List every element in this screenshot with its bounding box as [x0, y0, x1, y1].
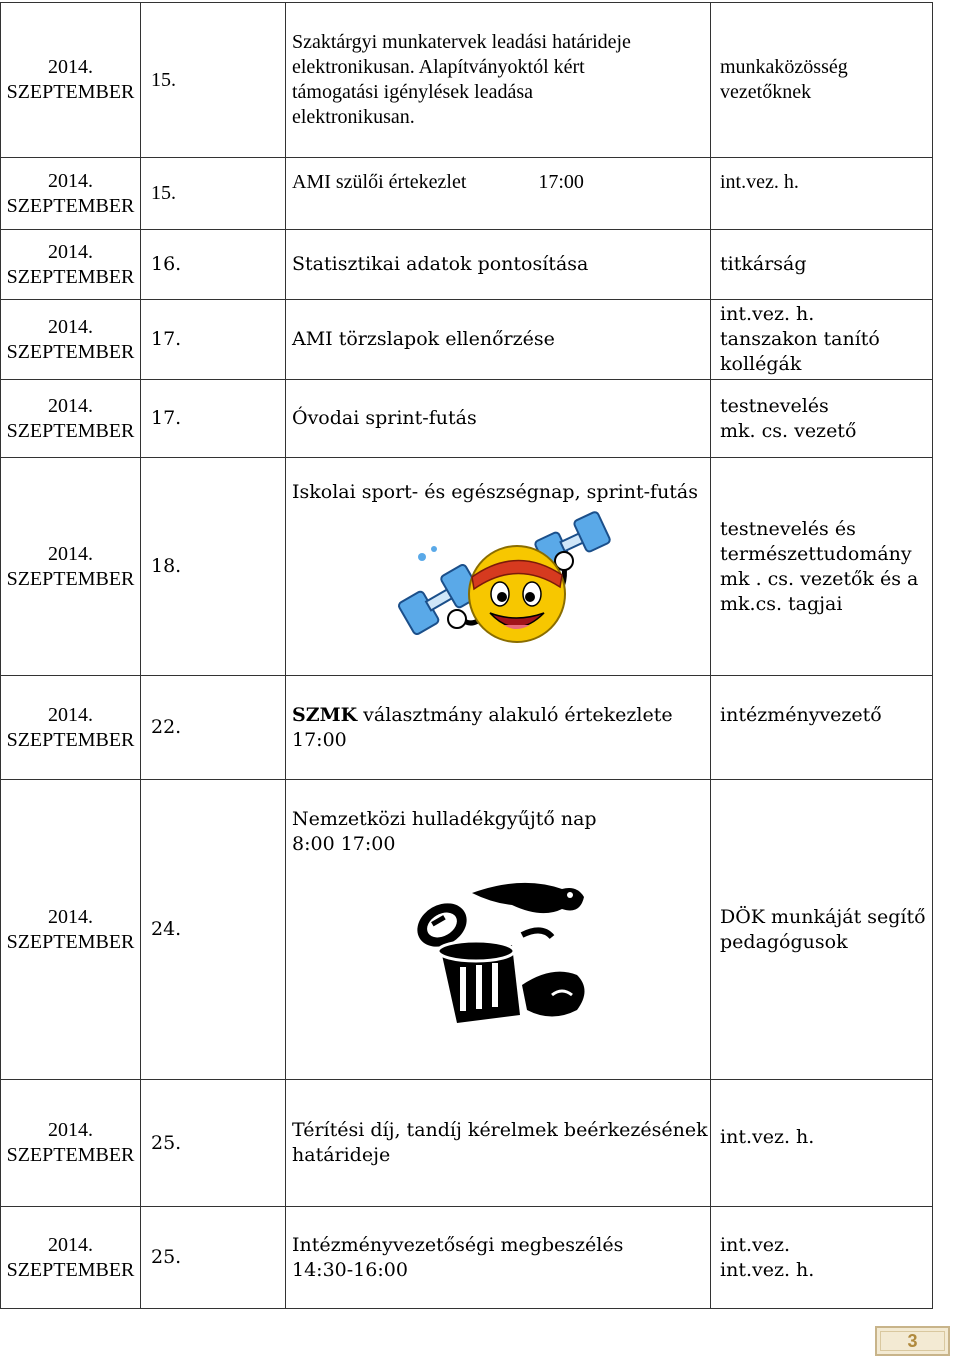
date-month: SZEPTEMBER: [6, 567, 135, 590]
day-cell: 15.: [141, 3, 286, 158]
date-cell: [1, 158, 141, 230]
badge-frame: [880, 1331, 945, 1351]
date-month: SZEPTEMBER: [6, 419, 135, 442]
responsible-line: vezetőknek: [720, 81, 812, 103]
responsible-line: DÖK munkáját segítő: [720, 905, 926, 928]
date-year: 2014.: [48, 394, 93, 417]
responsible-cell: [711, 300, 933, 380]
event-cell: [286, 1080, 711, 1207]
table-row: [1, 458, 933, 676]
date-month: SZEPTEMBER: [6, 265, 135, 288]
date-year: 2014.: [48, 240, 93, 263]
table-row: [1, 230, 933, 300]
event-time: 14:30-16:00: [292, 1258, 408, 1281]
responsible-line: mk.cs. tagjai: [720, 592, 843, 615]
responsible-cell: [711, 676, 933, 780]
responsible-cell: [711, 1080, 933, 1207]
trash-can-image: [402, 875, 602, 1025]
event-text: Óvodai sprint-futás: [292, 407, 477, 429]
date-cell: [1, 3, 141, 158]
schedule-table: [0, 2, 933, 1309]
responsible-line: tanszakon tanító: [720, 328, 880, 350]
day-cell: 16.: [141, 230, 286, 300]
date-year: 2014.: [48, 1233, 93, 1256]
event-cell: [286, 458, 711, 676]
day-cell: 25.: [141, 1080, 286, 1207]
event-text: AMI szülői értekezlet: [292, 171, 467, 193]
responsible-line: int.vez. h.: [720, 1126, 815, 1148]
day-cell: 17.: [141, 380, 286, 458]
event-line: Szaktárgyi munkatervek leadási határideje: [292, 31, 631, 53]
date-cell: [1, 1207, 141, 1309]
event-time: 17:00: [292, 728, 347, 751]
responsible-line: int.vez. h.: [720, 171, 799, 193]
date-month: SZEPTEMBER: [6, 1258, 135, 1281]
day-cell: 25.: [141, 1207, 286, 1309]
day-cell: 15.: [141, 158, 286, 230]
date-month: SZEPTEMBER: [6, 1144, 135, 1166]
responsible-cell: [711, 380, 933, 458]
date-cell: [1, 458, 141, 676]
table-row: [1, 158, 933, 230]
responsible-line: mk . cs. vezetők és a: [720, 567, 919, 590]
date-cell: [1, 676, 141, 780]
date-year: 2014.: [48, 315, 93, 338]
event-cell: [286, 1207, 711, 1309]
event-text: Intézményvezetőségi megbeszélés: [292, 1233, 624, 1256]
date-cell: [1, 380, 141, 458]
day-cell: 18.: [141, 458, 286, 676]
table-row: [1, 780, 933, 1080]
event-time: 17:00: [538, 171, 584, 193]
responsible-line: intézményvezető: [720, 704, 882, 726]
table-row: [1, 380, 933, 458]
event-cell: [286, 3, 711, 158]
event-cell: [286, 380, 711, 458]
event-text: Statisztikai adatok pontosítása: [292, 253, 589, 275]
date-year: 2014.: [48, 1119, 93, 1141]
date-month: SZEPTEMBER: [6, 81, 135, 103]
table-row: [1, 1207, 933, 1309]
page-number-badge: [875, 1326, 950, 1356]
responsible-cell: [711, 158, 933, 230]
event-line: elektronikusan.: [292, 106, 415, 128]
event-cell: [286, 676, 711, 780]
event-text: AMI törzslapok ellenőrzése: [292, 328, 555, 350]
responsible-line: pedagógusok: [720, 930, 848, 953]
date-cell: [1, 780, 141, 1080]
responsible-cell: [711, 1207, 933, 1309]
date-year: 2014.: [48, 169, 93, 192]
date-year: 2014.: [48, 542, 93, 565]
responsible-line: testnevelés és: [720, 517, 856, 540]
event-time: 8:00 17:00: [292, 833, 396, 855]
day-cell: 17.: [141, 300, 286, 380]
responsible-line: természettudomány: [720, 542, 912, 565]
event-line: határideje: [292, 1144, 391, 1166]
responsible-line: mk. cs. vezető: [720, 419, 857, 442]
responsible-cell: [711, 780, 933, 1080]
event-cell: [286, 300, 711, 380]
table-row: [1, 3, 933, 158]
responsible-line: kollégák: [720, 353, 802, 375]
smiley-dumbbells-image: [392, 509, 632, 659]
responsible-line: int.vez.: [720, 1233, 791, 1256]
date-month: SZEPTEMBER: [6, 194, 135, 217]
day-cell: 22.: [141, 676, 286, 780]
day-cell: 24.: [141, 780, 286, 1080]
date-cell: [1, 300, 141, 380]
event-text: Nemzetközi hulladékgyűjtő nap: [292, 808, 597, 830]
responsible-cell: [711, 458, 933, 676]
responsible-cell: [711, 3, 933, 158]
date-month: SZEPTEMBER: [6, 728, 135, 751]
event-cell: [286, 780, 711, 1080]
date-month: SZEPTEMBER: [6, 930, 135, 953]
responsible-line: titkárság: [720, 253, 807, 275]
date-year: 2014.: [48, 905, 93, 928]
event-line: támogatási igénylések leadása: [292, 81, 534, 103]
date-year: 2014.: [48, 703, 93, 726]
responsible-line: int.vez. h.: [720, 1258, 815, 1281]
event-line: elektronikusan. Alapítványoktól kért: [292, 56, 585, 78]
event-cell: [286, 158, 711, 230]
date-month: SZEPTEMBER: [6, 340, 135, 363]
date-cell: [1, 1080, 141, 1207]
event-text: választmány alakuló értekezlete: [357, 703, 673, 726]
event-bold-text: SZMK: [292, 703, 358, 726]
date-cell: [1, 230, 141, 300]
date-year: 2014.: [48, 56, 93, 78]
table-row: [1, 300, 933, 380]
responsible-line: munkaközösség: [720, 56, 848, 78]
event-line: Térítési díj, tandíj kérelmek beérkezésének: [292, 1119, 708, 1141]
event-text: Iskolai sport- és egészségnap, sprint-futás: [292, 481, 699, 503]
responsible-line: testnevelés: [720, 394, 829, 417]
table-row: [1, 676, 933, 780]
event-cell: [286, 230, 711, 300]
table-row: [1, 1080, 933, 1207]
page-number: 3: [907, 1330, 918, 1351]
responsible-line: int.vez. h.: [720, 303, 815, 325]
responsible-cell: [711, 230, 933, 300]
